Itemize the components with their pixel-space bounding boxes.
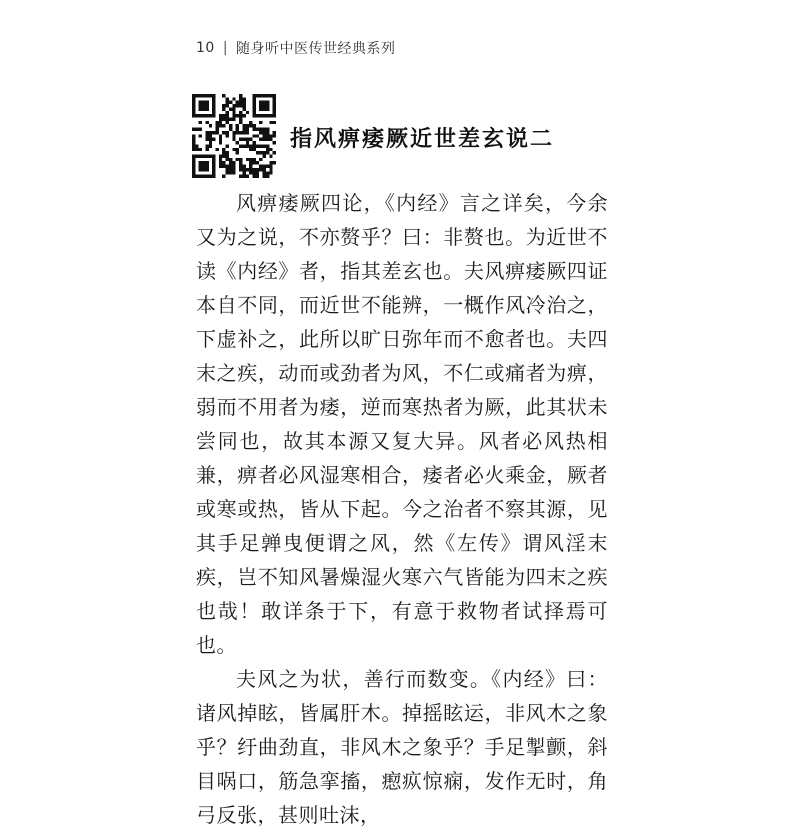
header-separator: | [222,40,229,56]
page-number: 10 [196,40,215,56]
paragraph-2: 夫风之为状，善行而数变。《内经》曰：诸风掉眩，皆属肝木。掉摇眩运，非风木之象乎？纡曲劲直，非风木之象乎？手足掣颤，斜目㖞口，筋急挛搐，瘛疭惊痫，发作无时，角弓反张，甚则吐沫， [196,667,608,827]
qr-code-icon[interactable] [192,94,276,178]
running-header [196,38,396,58]
section-title: 指风痹痿厥近世差玄说二 [290,126,555,152]
paragraph-1: 风痹痿厥四论，《内经》言之详矣，今余又为之说，不亦赘乎？曰：非赘也。为近世不读《内经》者，指其差玄也。夫风痹痿厥四证本自不同，而近世不能辨，一概作风冷治之，下虚补之，此所以旷日弥年而不愈者也。夫四末之疾，动而或劲者为风，不仁或痛者为痹，弱而不用者为痿，逆而寒热者为厥，此其状未尝同也，故其本源又复大异。风者必风热相兼，痹者必风湿寒相合，痿者必火乘金，厥者或寒或热，皆从下起。今之治者不察其源，见其手足亸曳便谓之风，然《左传》谓风淫末疾，岂不知风暑燥湿火寒六气皆能为四末之疾也哉！敢详条于下，有意于救物者试择焉可也。 [196,191,608,657]
body-text [196,186,608,832]
series-title: 随身听中医传世经典系列 [236,41,396,57]
